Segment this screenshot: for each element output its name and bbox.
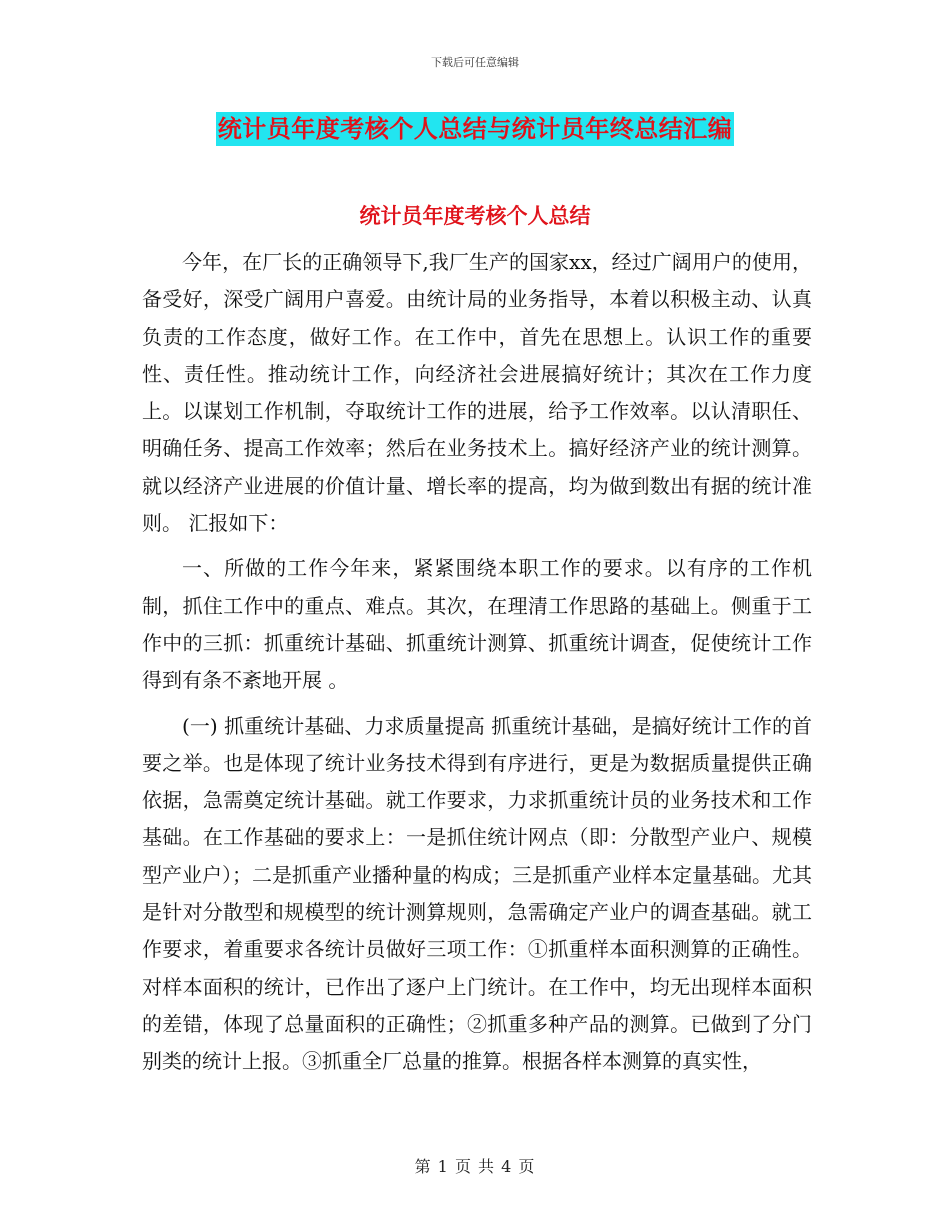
paragraph-2: 一、所做的工作今年来，紧紧围绕本职工作的要求。以有序的工作机制，抓住工作中的重点、难点。其次，在理清工作思路的基础上。侧重于工作中的三抓：抓重统计基础、抓重统计测算、抓重统计调查，促使统计工作得到有条不紊地开展 。 [142,556,812,693]
document-body [142,244,812,1081]
page-footer: 第 1 页 共 4 页 [414,1157,536,1176]
section-title: 统计员年度考核个人总结 [359,204,591,228]
paragraph-1: 今年，在厂长的正确领导下,我厂生产的国家xx，经过广阔用户的使用，备受好，深受广阔用户喜爱。由统计局的业务指导，本着以积极主动、认真负责的工作态度，做好工作。在工作中，首先在思想上。认识工作的重要性、责任性。推动统计工作，向经济社会进展搞好统计；其次在工作力度上。以谋划工作机制，夺取统计工作的进展，给予工作效率。以认清职任、明确任务、提高工作效率；然后在业务技术上。搞好经济产业的统计测算。就以经济产业进展的价值计量、增长率的提高，均为做到数出有据的统计准则。 汇报如下： [142,250,812,536]
header-note: 下载后可任意编辑 [431,56,519,69]
paragraph-3: (一) 抓重统计基础、力求质量提高 抓重统计基础，是搞好统计工作的首要之举。也是体现了统计业务技术得到有序进行，更是为数据质量提供正确依据，急需奠定统计基础。就工作要求，力求抓重统计员的业务技术和工作基础。在工作基础的要求上：一是抓住统计网点（即：分散型产业户、规模型产业户）；二是抓重产业播种量的构成；三是抓重产业样本定量基础。尤其是针对分散型和规模型的统计测算规则，急需确定产业户的调查基础。就工作要求，着重要求各统计员做好三项工作：①抓重样本面积测算的正确性。对样本面积的统计，已作出了逐户上门统计。在工作中，均无出现样本面积的差错，体现了总量面积的正确性；②抓重多种产品的测算。已做到了分门别类的统计上报。③抓重全厂总量的推算。根据各样本测算的真实性， [142,713,812,1074]
main-title-container [0,112,950,146]
main-title: 统计员年度考核个人总结与统计员年终总结汇编 [216,112,735,146]
